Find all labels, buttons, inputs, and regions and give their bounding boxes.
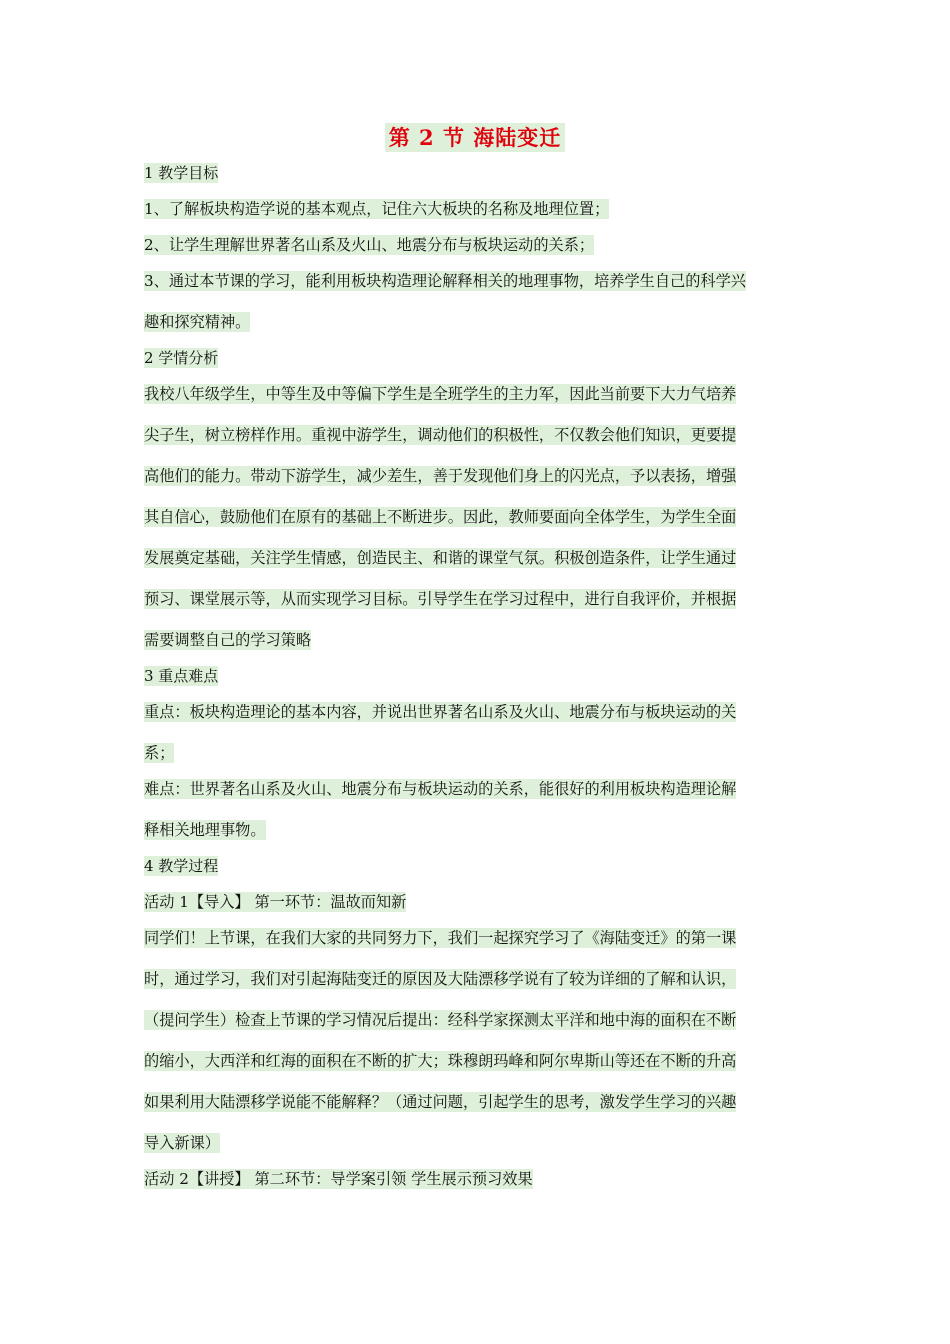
- text-line: 高他们的能力。带动下游学生，减少差生，善于发现他们身上的闪光点，予以表扬，增强: [144, 467, 737, 485]
- text-line: 3、通过本节课的学习，能利用板块构造理论解释相关的地理事物，培养学生自己的科学兴: [144, 272, 746, 290]
- page-title: 第 2 节 海陆变迁: [0, 122, 950, 152]
- text-line: 难点：世界著名山系及火山、地震分布与板块运动的关系，能很好的利用板块构造理论解: [144, 780, 737, 798]
- section-heading: 4 教学过程: [144, 857, 219, 875]
- section-heading: 1 教学目标: [144, 164, 219, 182]
- text-line: 趣和探究精神。: [144, 313, 251, 331]
- section-heading: 3 重点难点: [144, 667, 219, 685]
- text-line: 时，通过学习，我们对引起海陆变迁的原因及大陆漂移学说有了较为详细的了解和认识，: [144, 970, 737, 988]
- text-line: （提问学生）检查上节课的学习情况后提出：经科学家探测太平洋和地中海的面积在不断: [144, 1011, 737, 1029]
- text-line: 同学们！上节课，在我们大家的共同努力下，我们一起探究学习了《海陆变迁》的第一课: [144, 929, 737, 947]
- text-line: 导入新课）: [144, 1134, 220, 1152]
- text-line: 其自信心，鼓励他们在原有的基础上不断进步。因此，教师要面向全体学生，为学生全面: [144, 508, 737, 526]
- text-line: 1、了解板块构造学说的基本观点，记住六大板块的名称及地理位置；: [144, 200, 610, 218]
- activity-heading: 活动 1【导入】 第一环节：温故而知新: [144, 893, 407, 911]
- text-line: 尖子生，树立榜样作用。重视中游学生，调动他们的积极性，不仅教会他们知识，更要提: [144, 426, 737, 444]
- text-line: 如果利用大陆漂移学说能不能解释？（通过问题，引起学生的思考，激发学生学习的兴趣: [144, 1093, 737, 1111]
- text-line: 释相关地理事物。: [144, 821, 266, 839]
- text-line: 需要调整自己的学习策略: [144, 631, 312, 649]
- text-line: 系；: [144, 744, 175, 762]
- text-line: 的缩小，大西洋和红海的面积在不断的扩大；珠穆朗玛峰和阿尔卑斯山等还在不断的升高: [144, 1052, 737, 1070]
- text-line: 重点：板块构造理论的基本内容，并说出世界著名山系及火山、地震分布与板块运动的关: [144, 703, 737, 721]
- text-line: 预习、课堂展示等，从而实现学习目标。引导学生在学习过程中，进行自我评价，并根据: [144, 590, 737, 608]
- text-line: 我校八年级学生，中等生及中等偏下学生是全班学生的主力军，因此当前要下大力气培养: [144, 385, 737, 403]
- text-line: 2、让学生理解世界著名山系及火山、地震分布与板块运动的关系；: [144, 236, 595, 254]
- text-line: 发展奠定基础，关注学生情感，创造民主、和谐的课堂气氛。积极创造条件，让学生通过: [144, 549, 737, 567]
- section-heading: 2 学情分析: [144, 349, 219, 367]
- activity-heading: 活动 2【讲授】 第二环节：导学案引领 学生展示预习效果: [144, 1170, 533, 1188]
